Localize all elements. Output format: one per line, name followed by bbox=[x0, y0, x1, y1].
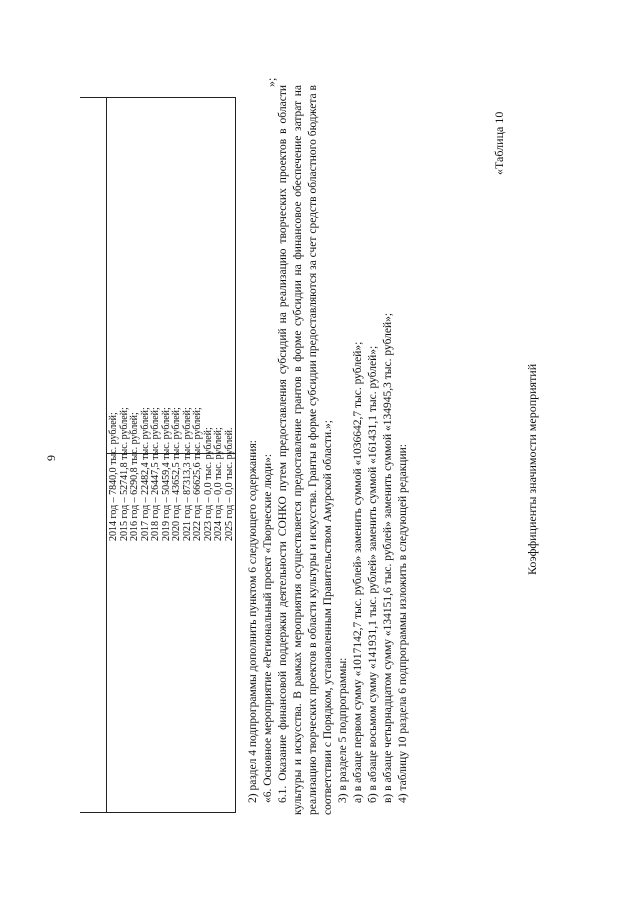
table-row-divider bbox=[106, 98, 107, 812]
closing-quote: »; bbox=[264, 77, 278, 87]
paragraph: 4) таблицу 10 раздела 6 подпрограммы изложить в следующей редакции: bbox=[397, 444, 409, 803]
paragraph: в) в абзаце четырнадцатом сумму «134151,6 тыс. рублей» заменить суммой «134945,3 тыс. рублей»; bbox=[382, 312, 394, 803]
paragraph: б) в абзаце восьмом сумму «141931,1 тыс. рублей» заменить суммой «161431,1 тыс. рублей»; bbox=[367, 345, 379, 803]
funding-line: 2025 год – 0,0 тыс. рублей. bbox=[223, 427, 235, 541]
funding-line: 2015 год – 52741,8 тыс. рублей; bbox=[118, 407, 130, 541]
page-number: 9 bbox=[44, 455, 58, 461]
paragraph: 2) раздел 4 подпрограммы дополнить пунктом 6 следующего содержания: bbox=[247, 440, 259, 803]
table-label: «Таблица 10 bbox=[492, 111, 506, 175]
table-title: Коэффициенты значимости мероприятий bbox=[525, 363, 539, 575]
paragraph: «6. Основное мероприятие «Региональный проект «Творческие люди»: bbox=[262, 453, 274, 803]
funding-line: 2021 год – 87313,3 тыс. рублей; bbox=[181, 407, 193, 541]
funding-line: 2016 год – 6290,8 тыс. рублей; bbox=[129, 412, 140, 541]
body-text bbox=[246, 85, 411, 815]
funding-line: 2014 год – 7840,0 тыс. рублей; bbox=[108, 412, 119, 541]
funding-line: 2019 год – 50459,4 тыс. рублей; bbox=[160, 407, 172, 541]
funding-line: 2023 год – 0,0 тыс. рублей; bbox=[202, 427, 214, 541]
funding-line: 2020 год – 43652,5 тыс. рублей; bbox=[171, 407, 182, 541]
funding-line: 2018 год – 26447,5 тыс. рублей; bbox=[150, 407, 161, 541]
funding-line: 2022 год – 66625,6 тыс. рублей; bbox=[192, 407, 203, 541]
paragraph: 3) в разделе 5 подпрограммы: bbox=[337, 657, 349, 803]
paragraph: 6.1. Оказание финансовой поддержки деятельности СОНКО путем предоставления субсидий на реализацию творческих проектов в области культуры и искусства. В рамках мероприятия осуществляется предоставление грантов в форме субсидии на финансовое обеспечение затрат на реализацию творческих проектов в области культуры и искусства. Гранты в форме субсидии предоставляются за счет средств областного бюджета в соответствии с Порядком, установленным Правительством Амурской области.»; bbox=[277, 85, 334, 815]
funding-by-year-list bbox=[109, 281, 235, 541]
funding-line: 2024 год – 0,0 тыс. рублей; bbox=[213, 427, 224, 541]
paragraph: а) в абзаце первом сумму «1017142,7 тыс. рублей» заменить суммой «1036642,7 тыс. рублей»; bbox=[352, 341, 364, 803]
funding-line: 2017 год – 22482,4 тыс. рублей; bbox=[139, 407, 151, 541]
